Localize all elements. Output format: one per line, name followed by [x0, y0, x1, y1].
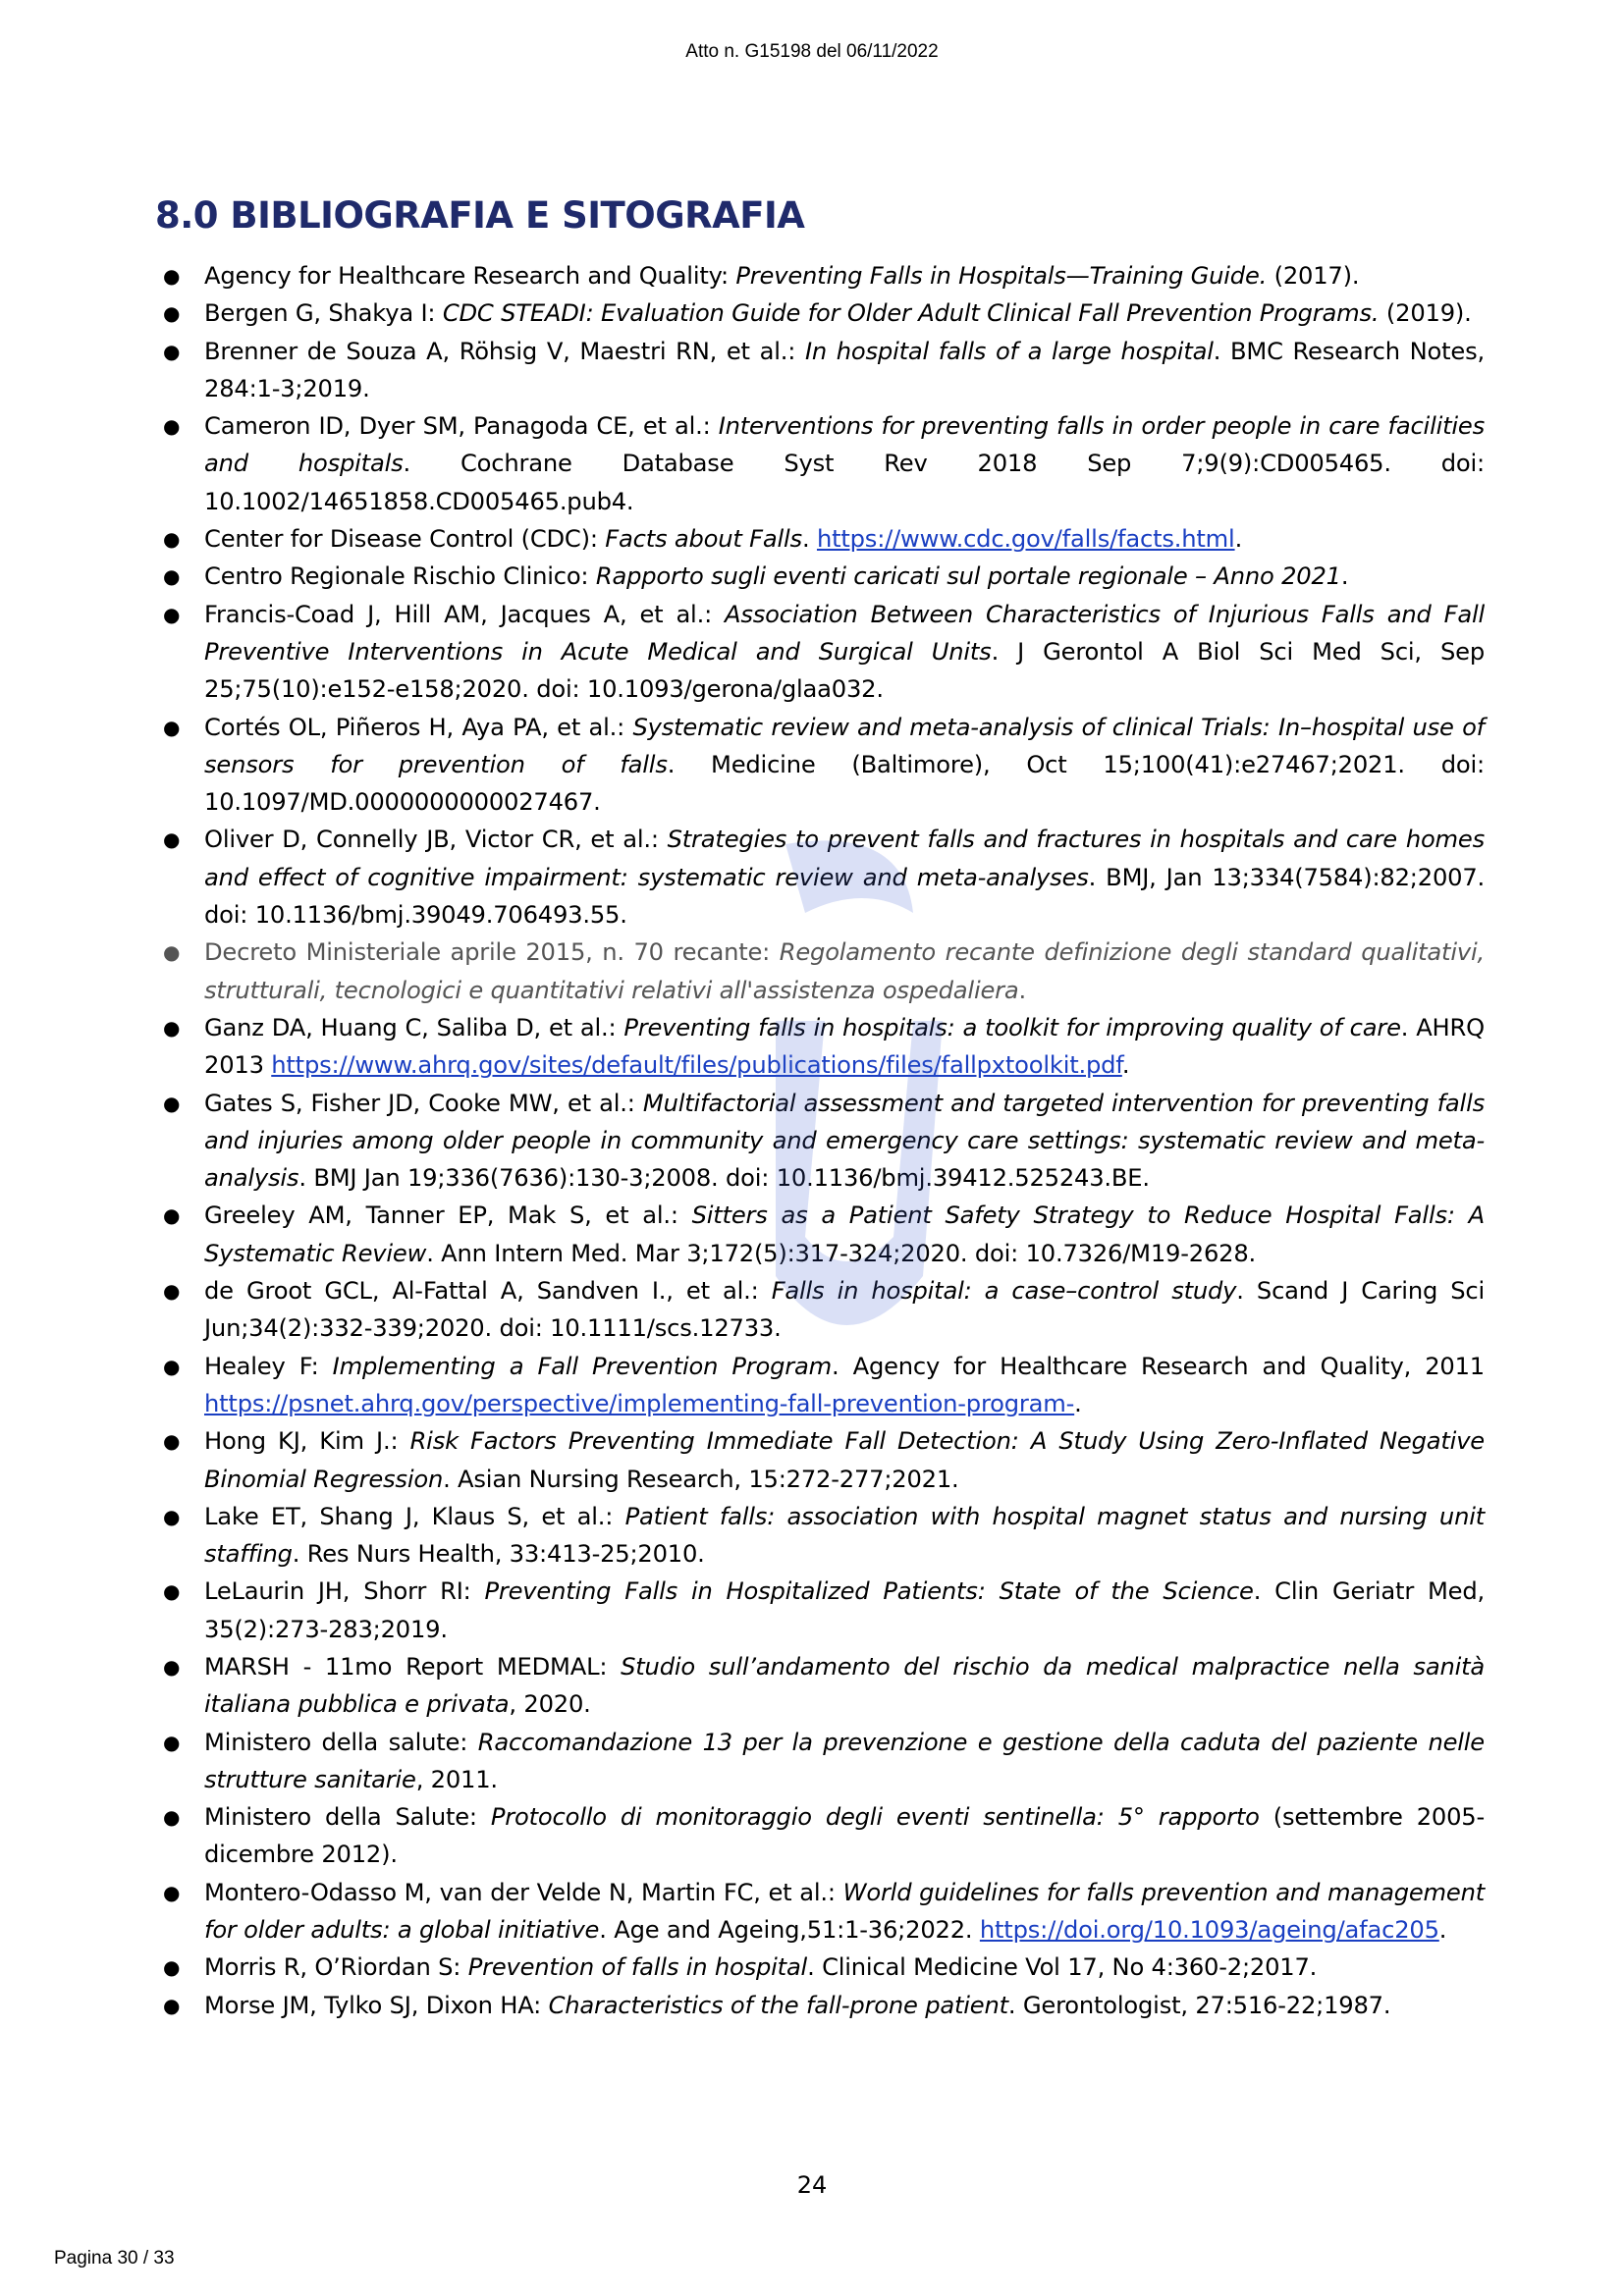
reference-title: Systematic review and meta-analysis of clinical Trials: In–hospital use of sensors for prevention of falls [204, 713, 1485, 778]
bullet-icon: ● [163, 1880, 181, 1904]
reference-text: . AHRQ 2013 [204, 1013, 1485, 1080]
bullet-icon: ● [163, 1203, 181, 1228]
reference-link[interactable]: https://doi.org/10.1093/ageing/afac205 [979, 1916, 1439, 1945]
reference-title: Protocollo di monitoraggio degli eventi sentinella: 5° rapporto [490, 1803, 1260, 1832]
act-reference-header: Atto n. G15198 del 06/11/2022 [685, 41, 939, 62]
reference-text: . BMC Research Notes, 284:1-3;2019. [204, 337, 1485, 402]
reference-text: . Cochrane Database Syst Rev 2018 Sep 7;9(9):CD005465. doi: 10.1002/14651858.CD005465.pub4. [204, 450, 1485, 515]
section-title: 8.0 BIBLIOGRAFIA E SITOGRAFIA [155, 194, 805, 237]
bullet-icon: ● [163, 1354, 181, 1378]
bullet-icon: ● [163, 602, 181, 626]
reference-title: Sitters as a Patient Safety Strategy to Reduce Hospital Falls: A Systematic Review [204, 1201, 1485, 1267]
reference-text: . Res Nurs Health, 33:413-25;2010. [292, 1540, 705, 1569]
bullet-icon: ● [163, 339, 181, 363]
reference-text: MARSH - 11mo Report MEDMAL: [204, 1652, 622, 1681]
reference-text: . Age and Ageing,51:1-36;2022. [599, 1916, 980, 1945]
reference-title: Association Between Characteristics of Injurious Falls and Fall Preventive Interventions in Acute Medical and Surgical Units [204, 600, 1485, 666]
reference-title: Implementing a Fall Prevention Program [332, 1352, 832, 1380]
bullet-icon: ● [163, 564, 181, 589]
reference-title: Preventing Falls in Hospitals—Training Guide. [735, 262, 1268, 290]
reference-text: (settembre 2005-dicembre 2012). [204, 1803, 1485, 1869]
reference-text: . Scand J Caring Sci Jun;34(2):332-339;2020. doi: 10.1111/scs.12733. [204, 1277, 1486, 1343]
reference-text: . BMJ Jan 19;336(7636):130-3;2008. doi: 10.1136/bmj.39412.525243.BE. [298, 1164, 1150, 1193]
reference-text: . Ann Intern Med. Mar 3;172(5):317-324;2020. doi: 10.7326/M19-2628. [426, 1239, 1256, 1267]
reference-link[interactable]: https://psnet.ahrq.gov/perspective/implementing-fall-prevention-program- [204, 1389, 1075, 1417]
reference-text: . [1074, 1389, 1082, 1417]
reference-item [155, 1648, 1485, 1724]
reference-text: Morris R, O’Riordan S: [204, 1953, 468, 1982]
reference-item [155, 1987, 1485, 2024]
reference-text: Center for Disease Control (CDC): [204, 525, 606, 554]
reference-item [155, 1422, 1485, 1498]
reference-text: Ganz DA, Huang C, Saliba D, et al.: [204, 1013, 624, 1041]
reference-text: . Gerontologist, 27:516-22;1987. [1007, 1991, 1391, 2019]
bullet-icon: ● [163, 1805, 181, 1830]
bullet-icon: ● [163, 1091, 181, 1115]
reference-text: Agency for Healthcare Research and Quality: [204, 262, 736, 290]
bullet-icon: ● [163, 1579, 181, 1604]
reference-item [155, 257, 1485, 294]
reference-text: . [1121, 1051, 1130, 1080]
reference-title: Patient falls: association with hospital magnet status and nursing unit staffing [204, 1502, 1485, 1569]
reference-item [155, 596, 1485, 709]
page-number: 24 [796, 2171, 828, 2199]
reference-text: Ministero della salute: [204, 1728, 478, 1756]
reference-title: Facts about Falls [605, 525, 802, 554]
reference-text: Gates S, Fisher JD, Cooke MW, et al.: [204, 1089, 643, 1117]
reference-text: Brenner de Souza A, Röhsig V, Maestri RN, et al.: [204, 337, 805, 365]
reference-item [155, 1724, 1485, 1799]
reference-title: Raccomandazione 13 per la prevenzione e gestione della caduta del paziente nelle strutture sanitarie [204, 1728, 1485, 1793]
bullet-icon: ● [163, 1015, 181, 1040]
reference-text: . Clinical Medicine Vol 17, No 4:360-2;2017. [807, 1953, 1318, 1982]
bullet-icon: ● [163, 1993, 181, 2017]
bullet-icon: ● [163, 1654, 181, 1679]
reference-text: . Clin Geriatr Med, 35(2):273-283;2019. [204, 1577, 1486, 1643]
reference-title: CDC STEADI: Evaluation Guide for Older Adult Clinical Fall Prevention Programs. [442, 299, 1380, 328]
bullet-icon: ● [163, 1429, 181, 1454]
reference-text: Hong KJ, Kim J.: [204, 1427, 410, 1456]
reference-text: Oliver D, Connelly JB, Victor CR, et al.: [204, 826, 668, 854]
reference-text: Centro Regionale Rischio Clinico: [204, 562, 596, 591]
reference-text: (2017). [1267, 262, 1360, 290]
reference-text: . J Gerontol A Biol Sci Med Sci, Sep 25;75(10):e152-e158;2020. doi: 10.1093/gerona/glaa032. [204, 637, 1485, 704]
reference-text: Cortés OL, Piñeros H, Aya PA, et al.: [204, 713, 633, 741]
reference-text: Francis-Coad J, Hill AM, Jacques A, et al.: [204, 600, 726, 628]
reference-text: . BMJ, Jan 13;334(7584):82;2007. doi: 10.1136/bmj.39049.706493.55. [204, 863, 1486, 930]
reference-link[interactable]: https://www.cdc.gov/falls/facts.html [816, 525, 1235, 554]
reference-link[interactable]: https://www.ahrq.gov/sites/default/files/publications/files/fallpxtoolkit.pdf [271, 1051, 1122, 1080]
reference-item [155, 1573, 1485, 1648]
reference-item [155, 709, 1485, 822]
reference-title: Multifactorial assessment and targeted intervention for preventing falls and injuries among older people in community and emergency care settings: systematic review and meta-analysis [204, 1089, 1485, 1193]
reference-item [155, 821, 1485, 934]
bullet-icon: ● [163, 1955, 181, 1980]
reference-title: World guidelines for falls prevention and management for older adults: a global initiative [204, 1878, 1485, 1945]
reference-title: Strategies to prevent falls and fractures in hospitals and care homes and effect of cognitive impairment: systematic review and meta-analyses [204, 826, 1486, 891]
bullet-icon: ● [163, 1279, 181, 1304]
bullet-icon: ● [163, 527, 181, 552]
reference-title: Preventing Falls in Hospitalized Patients: State of the Science [484, 1577, 1254, 1606]
reference-title: Characteristics of the fall-prone patient [548, 1991, 1008, 2019]
reference-item [155, 294, 1485, 332]
reference-title: Interventions for preventing falls in order people in care facilities and hospitals [204, 412, 1485, 478]
reference-item [155, 558, 1485, 595]
reference-item [155, 1348, 1485, 1423]
reference-text: . [801, 525, 817, 554]
reference-item [155, 333, 1485, 408]
reference-text: Ministero della Salute: [204, 1803, 491, 1832]
reference-title: In hospital falls of a large hospital [804, 337, 1214, 365]
reference-item [155, 1498, 1485, 1574]
reference-text: Bergen G, Shakya I: [204, 299, 443, 328]
bullet-icon: ● [163, 1504, 181, 1528]
reference-text: . Agency for Healthcare Research and Quality, 2011 [832, 1352, 1485, 1380]
bibliography-list [155, 257, 1485, 2024]
reference-text: . [1340, 562, 1349, 591]
reference-item [155, 1197, 1485, 1272]
reference-title: Risk Factors Preventing Immediate Fall Detection: A Study Using Zero-Inflated Negative Binomial Regression [204, 1427, 1485, 1493]
reference-title: Preventing falls in hospitals: a toolkit for improving quality of care [623, 1013, 1401, 1041]
bullet-icon: ● [163, 828, 181, 852]
bullet-icon: ● [163, 264, 181, 288]
reference-title: Falls in hospital: a case–control study [771, 1277, 1237, 1306]
reference-text: . Medicine (Baltimore), Oct 15;100(41):e27467;2021. doi: 10.1097/MD.0000000000027467. [204, 750, 1485, 817]
reference-text: , 2011. [415, 1765, 498, 1793]
bullet-icon: ● [163, 715, 181, 739]
reference-item [155, 1272, 1485, 1348]
reference-text: de Groot GCL, Al-Fattal A, Sandven I., et al.: [204, 1277, 772, 1306]
reference-text: Lake ET, Shang J, Klaus S, et al.: [204, 1502, 625, 1530]
reference-text: . [1438, 1916, 1447, 1945]
reference-title: Rapporto sugli eventi caricati sul portale regionale – Anno 2021 [595, 562, 1341, 591]
reference-item [155, 407, 1485, 520]
bullet-icon: ● [163, 940, 181, 965]
reference-text: Cameron ID, Dyer SM, Panagoda CE, et al.: [204, 412, 719, 441]
reference-text: . Asian Nursing Research, 15:272-277;2021. [443, 1465, 959, 1493]
bullet-icon: ● [163, 1730, 181, 1754]
reference-item [155, 1874, 1485, 1949]
reference-text: Decreto Ministeriale aprile 2015, n. 70 recante: [204, 938, 780, 967]
reference-item [155, 934, 1485, 1009]
reference-item [155, 520, 1485, 558]
bullet-icon: ● [163, 301, 181, 326]
reference-text: Healey F: [204, 1352, 333, 1380]
reference-text: Morse JM, Tylko SJ, Dixon HA: [204, 1991, 549, 2019]
reference-item [155, 1009, 1485, 1085]
reference-title: Prevention of falls in hospital [467, 1953, 808, 1982]
footer-page-indicator: Pagina 30 / 33 [54, 2248, 175, 2269]
reference-title: Regolamento recante definizione degli standard qualitativi, strutturali, tecnologici e quantitativi relativi all'assistenza ospedaliera [204, 938, 1485, 1004]
reference-text: , 2020. [509, 1690, 591, 1719]
bullet-icon: ● [163, 414, 181, 439]
reference-item [155, 1798, 1485, 1874]
reference-text: LeLaurin JH, Shorr RI: [204, 1577, 485, 1606]
reference-text: (2019). [1379, 299, 1472, 328]
reference-text: Montero-Odasso M, van der Velde N, Martin FC, et al.: [204, 1878, 843, 1906]
reference-text: . [1018, 976, 1027, 1004]
reference-text: Greeley AM, Tanner EP, Mak S, et al.: [204, 1201, 692, 1230]
reference-text: . [1234, 525, 1243, 554]
reference-title: Studio sull’andamento del rischio da medical malpractice nella sanità italiana pubblica e privata [204, 1652, 1486, 1719]
reference-item [155, 1085, 1485, 1198]
reference-item [155, 1949, 1485, 1986]
